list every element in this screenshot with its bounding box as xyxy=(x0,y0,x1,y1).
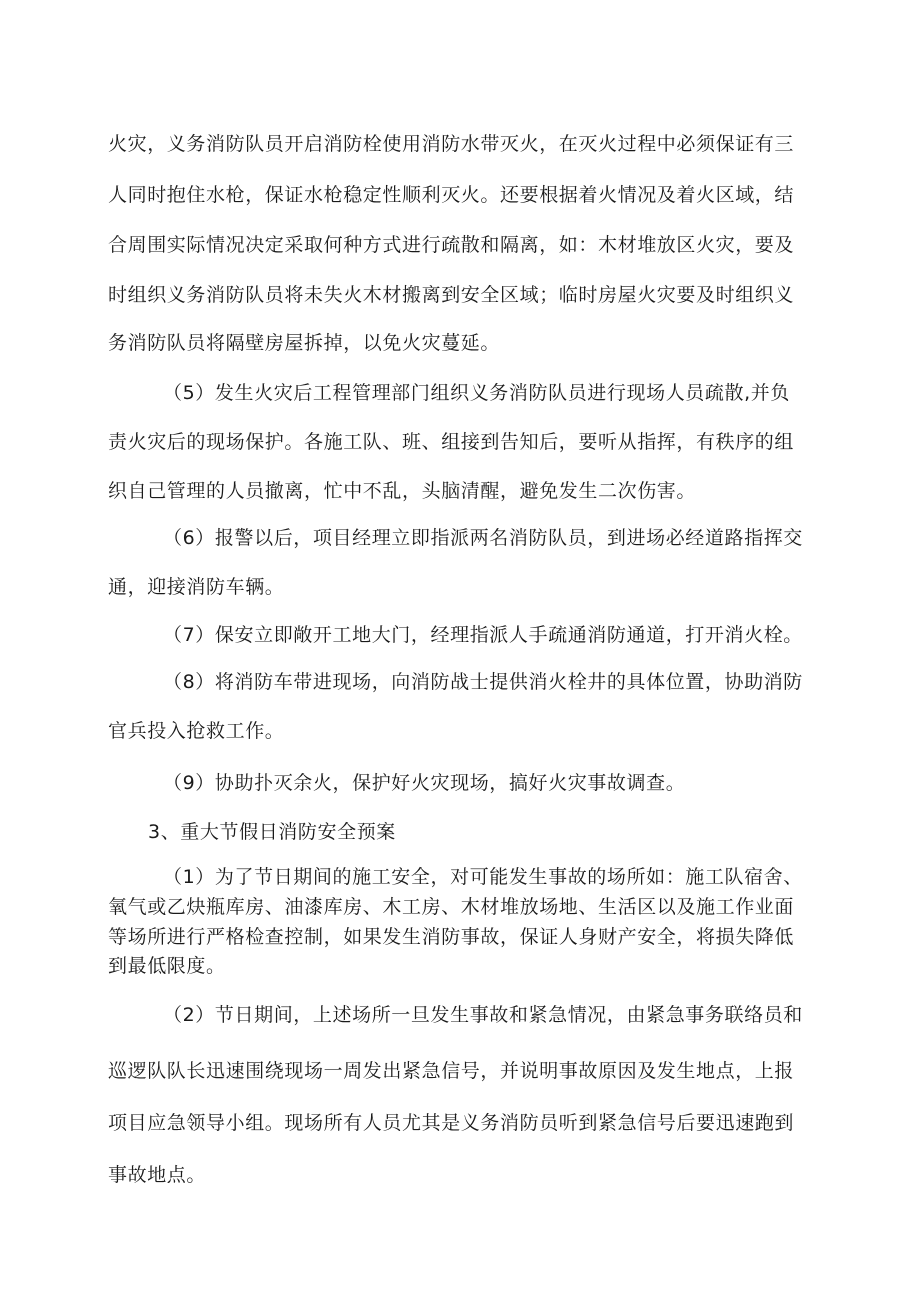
paragraph-line: 火灾，义务消防队员开启消防栓使用消防水带灭火，在灭火过程中必须保证有三 xyxy=(108,133,795,155)
paragraph-line: （5）发生火灾后工程管理部门组织义务消防队员进行现场人员疏散,并负 xyxy=(163,382,790,404)
paragraph-line: 官兵投入抢救工作。 xyxy=(108,720,285,742)
paragraph-line: 到最低限度。 xyxy=(108,955,226,977)
paragraph-line: （8）将消防车带进现场，向消防战士提供消火栓井的具体位置，协助消防 xyxy=(163,671,803,693)
paragraph-line: （7）保安立即敞开工地大门，经理指派人手疏通消防通道，打开消火栓。 xyxy=(163,624,803,646)
paragraph-line: （6）报警以后，项目经理立即指派两名消防队员，到进场必经道路指挥交 xyxy=(163,527,803,549)
paragraph-line: （1）为了节日期间的施工安全，对可能发生事故的场所如：施工队宿舍、 xyxy=(163,866,803,888)
paragraph-line: 织自己管理的人员撤离，忙中不乱，头脑清醒，避免发生二次伤害。 xyxy=(108,480,697,502)
paragraph-line: 氧气或乙炔瓶库房、油漆库房、木工房、木材堆放场地、生活区以及施工作业面 xyxy=(108,896,795,918)
paragraph-line: 事故地点。 xyxy=(108,1164,207,1186)
paragraph-line: （9）协助扑灭余火，保护好火灾现场，搞好火灾事故调查。 xyxy=(163,772,686,794)
paragraph-line: 合周围实际情况决定采取何种方式进行疏散和隔离，如：木材堆放区火灾，要及 xyxy=(108,234,795,256)
paragraph-line: 人同时抱住水枪，保证水枪稳定性顺利灭火。还要根据着火情况及着火区域，结 xyxy=(108,184,795,206)
paragraph-line: 项目应急领导小组。现场所有人员尤其是义务消防员听到紧急信号后要迅速跑到 xyxy=(108,1112,795,1134)
paragraph-line: 通，迎接消防车辆。 xyxy=(108,576,285,598)
paragraph-line: 责火灾后的现场保护。各施工队、班、组接到告知后，要听从指挥，有秩序的组 xyxy=(108,431,795,453)
paragraph-line: 务消防队员将隔壁房屋拆掉，以免火灾蔓延。 xyxy=(108,332,501,354)
paragraph-line: 时组织义务消防队员将未失火木材搬离到安全区域；临时房屋火灾要及时组织义 xyxy=(108,284,795,306)
paragraph-line: 巡逻队队长迅速围绕现场一周发出紧急信号，并说明事故原因及发生地点，上报 xyxy=(108,1060,795,1082)
paragraph-line: （2）节日期间，上述场所一旦发生事故和紧急情况，由紧急事务联络员和 xyxy=(163,1004,803,1026)
section-heading: 3、重大节假日消防安全预案 xyxy=(148,821,396,843)
paragraph-line: 等场所进行严格检查控制，如果发生消防事故，保证人身财产安全，将损失降低 xyxy=(108,926,795,948)
